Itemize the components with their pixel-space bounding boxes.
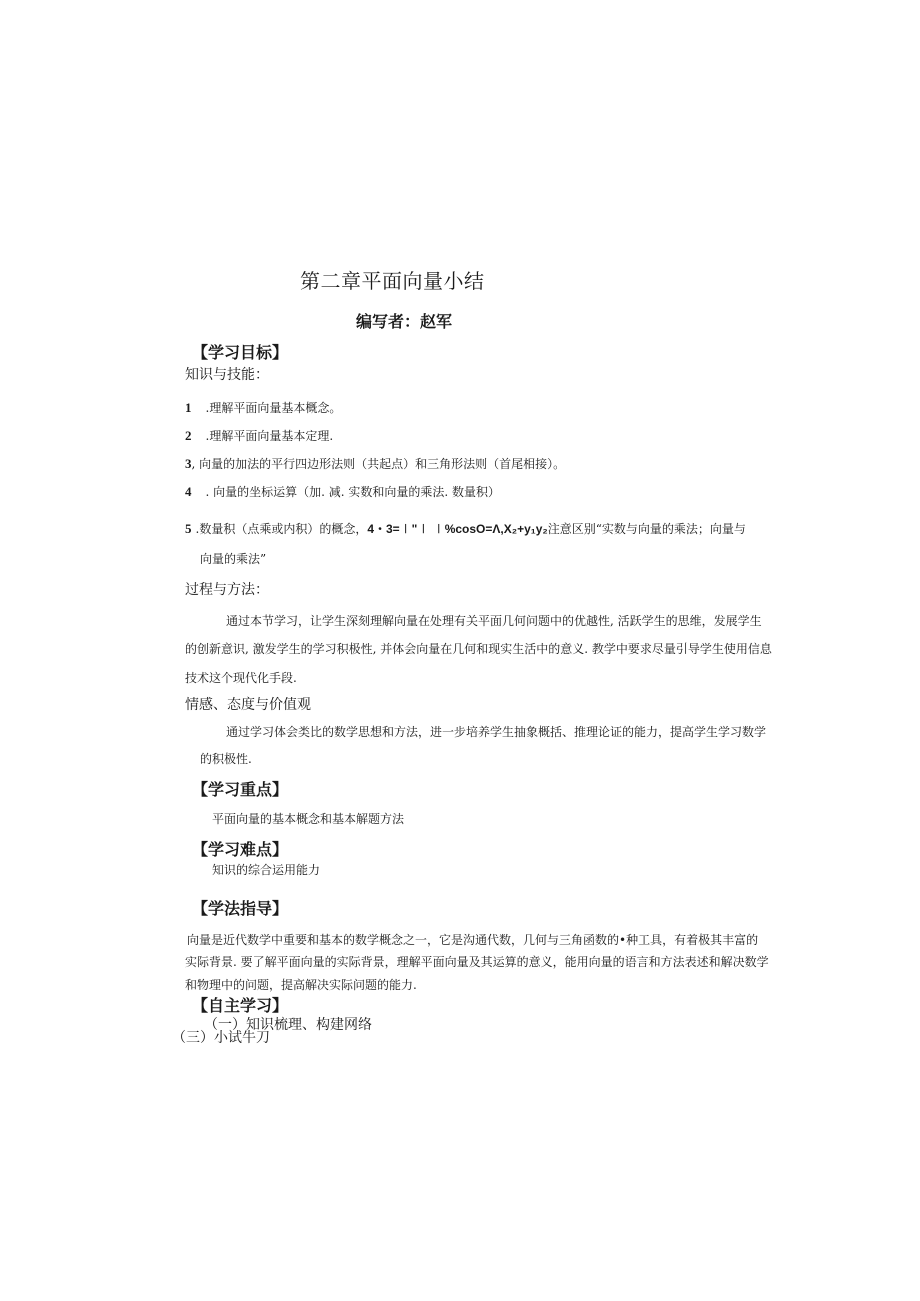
goal-item-number: 3	[185, 456, 192, 471]
goal-item-text: , 向量的加法的平行四边形法则（共起点）和三角形法则（首尾相接）。	[191, 457, 566, 471]
method-paragraph-line-2: 实际背景. 要了解平面向量的实际背景，理解平面向量及其运算的意义，能用向量的语言和方法表述和解决数学	[185, 955, 769, 969]
knowledge-skills-label: 知识与技能：	[185, 367, 269, 383]
goal-item-text: .数量积（点乘或内积）的概念，	[195, 522, 368, 536]
dot-product-formula: 4・3=∣"∣ ∣%cosO=Λ,X₂+y₁y₂	[367, 522, 548, 536]
document-title: 第二章平面向量小结	[300, 269, 485, 293]
goal-item-number: 4	[185, 484, 192, 499]
goal-item-4	[185, 485, 500, 498]
goal-item-5	[185, 522, 746, 535]
self-study-sub-3: （三）小试牛刀	[172, 1030, 270, 1046]
process-paragraph-line-1: 通过本节学习，让学生深刻理解向量在处理有关平面几何问题中的优越性, 活跃学生的思维，发展学生	[226, 614, 762, 628]
difficulties-text: 知识的综合运用能力	[212, 863, 321, 877]
author-line: 编写者：赵军	[356, 312, 453, 331]
goal-item-number: 2	[185, 428, 192, 443]
goal-item-3	[185, 457, 565, 470]
emotion-paragraph-line-1: 通过学习体会类比的数学思想和方法，进一步培养学生抽象概括、推理论证的能力，提高学生学习数学	[226, 725, 767, 739]
key-points-text: 平面向量的基本概念和基本解题方法	[212, 812, 405, 826]
process-method-label: 过程与方法：	[185, 582, 269, 598]
self-study-heading: 【自主学习】	[192, 996, 289, 1015]
process-paragraph-line-3: 技术这个现代化手段.	[185, 671, 297, 685]
emotion-paragraph-line-2: 的积极性.	[200, 752, 252, 766]
difficulties-heading: 【学习难点】	[192, 840, 289, 859]
goal-item-1	[185, 401, 341, 414]
learning-goals-heading: 【学习目标】	[192, 343, 289, 362]
goal-item-2	[185, 429, 333, 442]
goal-item-number: 1	[185, 400, 192, 415]
goal-item-text: . 向量的坐标运算（加. 减. 实数和向量的乘法. 数量积）	[205, 485, 501, 499]
goal-item-text-note: 注意区别“实数与向量的乘法；向量与	[547, 522, 746, 536]
self-study-sub-1: （一）知识梳理、构建网络	[204, 1017, 372, 1033]
goal-item-number: 5	[185, 521, 192, 536]
goal-item-text: .理解平面向量基本概念。	[205, 401, 342, 415]
emotion-attitude-label: 情感、态度与价值观	[185, 697, 311, 713]
key-points-heading: 【学习重点】	[192, 780, 289, 799]
goal-item-5-continuation: 向量的乘法”	[200, 552, 267, 566]
goal-item-text: .理解平面向量基本定理.	[205, 429, 334, 443]
method-paragraph-line-3: 和物理中的问题，提高解决实际问题的能力.	[185, 978, 417, 992]
process-paragraph-line-2: 的创新意识, 激发学生的学习积极性, 并体会向量在几何和现实生活中的意义. 教学中要求尽量引导学生使用信息	[185, 642, 772, 656]
method-paragraph-line-1: 向量是近代数学中重要和基本的数学概念之一，它是沟通代数，几何与三角函数的•种工具，有着极其丰富的	[187, 933, 759, 947]
method-guidance-heading: 【学法指导】	[192, 899, 289, 918]
